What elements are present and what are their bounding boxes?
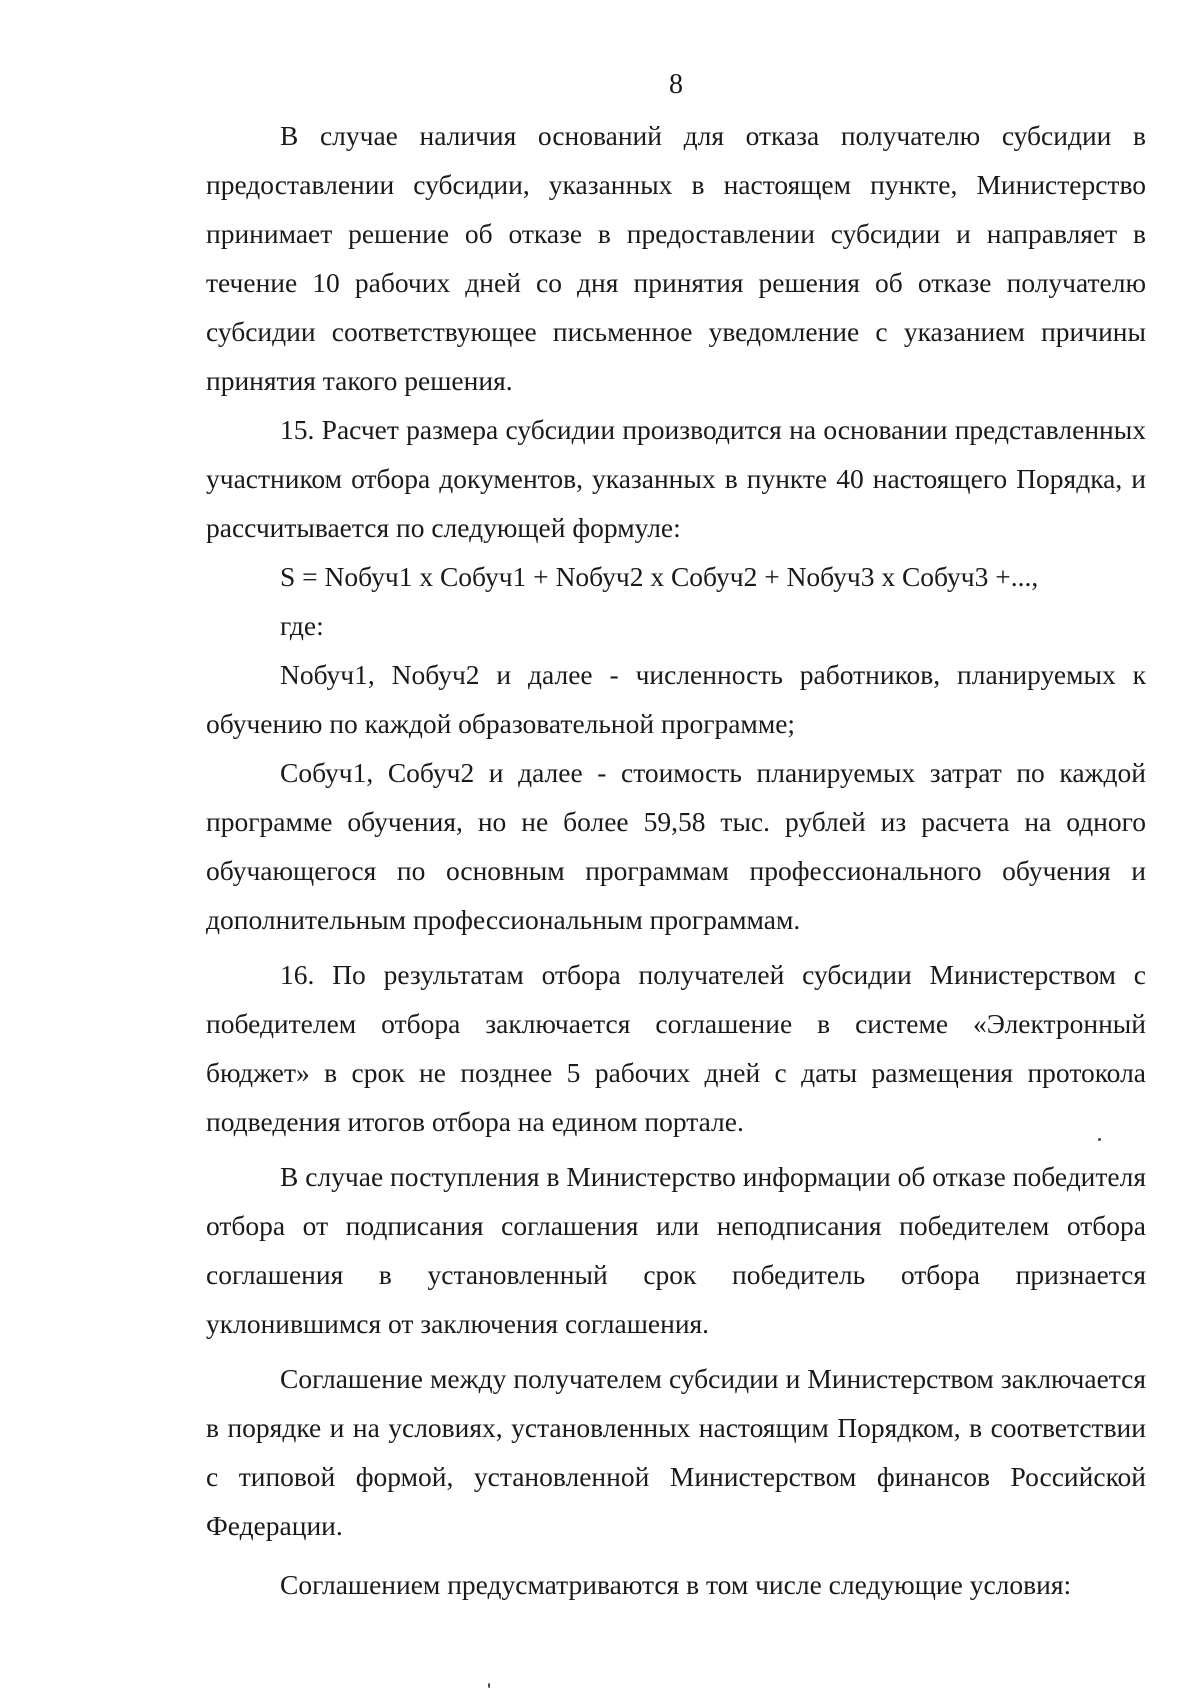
- page-number: 8: [669, 69, 683, 100]
- formula-where: где:: [280, 610, 324, 641]
- paragraph-conditions-intro: Соглашением предусматриваются в том числе следующие условия:: [280, 1569, 1072, 1600]
- scan-speck: [488, 1683, 490, 1688]
- paragraph-refusal-winner: В случае поступления в Министерство информации об отказе победителя отбора от подписания соглашения или неподписания победителем отбора соглашения в установленный срок победитель отбора признается уклонившимся от заключения соглашения.: [206, 1161, 1146, 1339]
- paragraph-16-agreement: 16. По результатам отбора получателей субсидии Министерством с победителем отбора заключается соглашение в системе «Электронный бюджет» в срок не позднее 5 рабочих дней с даты размещения протокола подведения итогов отбора на едином портале.: [206, 959, 1146, 1137]
- paragraph-agreement-terms: Соглашение между получателем субсидии и Министерством заключается в порядке и на условиях, установленных настоящим Порядком, в соответствии с типовой формой, установленной Министерством финансов Российской Федерации.: [206, 1363, 1146, 1541]
- paragraph-15-calculation: 15. Расчет размера субсидии производится на основании представленных участником отбора документов, указанных в пункте 40 настоящего Порядка, и рассчитывается по следующей формуле:: [206, 414, 1146, 543]
- paragraph-refusal-notice: В случае наличия оснований для отказа получателю субсидии в предоставлении субсидии, указанных в настоящем пункте, Министерство принимает решение об отказе в предоставлении субсидии и направляет в течение 10 рабочих дней со дня принятия решения об отказе получателю субсидии соответствующее письменное уведомление с указанием причины принятия такого решения.: [206, 120, 1146, 396]
- formula: S = Nобуч1 x Собуч1 + Nобуч2 x Собуч2 + Nобуч3 x Собуч3 +...,: [280, 561, 1039, 592]
- paragraph-sobuch-definition: Собуч1, Собуч2 и далее - стоимость планируемых затрат по каждой программе обучения, но не более 59,58 тыс. рублей из расчета на одного обучающегося по основным программам профессионального обучения и дополнительным профессиональным программам.: [206, 757, 1146, 935]
- document-body: [206, 111, 1146, 1609]
- scan-speck: [1098, 1138, 1101, 1141]
- paragraph-nobuch-definition: Nобуч1, Nобуч2 и далее - численность работников, планируемых к обучению по каждой образовательной программе;: [206, 659, 1146, 739]
